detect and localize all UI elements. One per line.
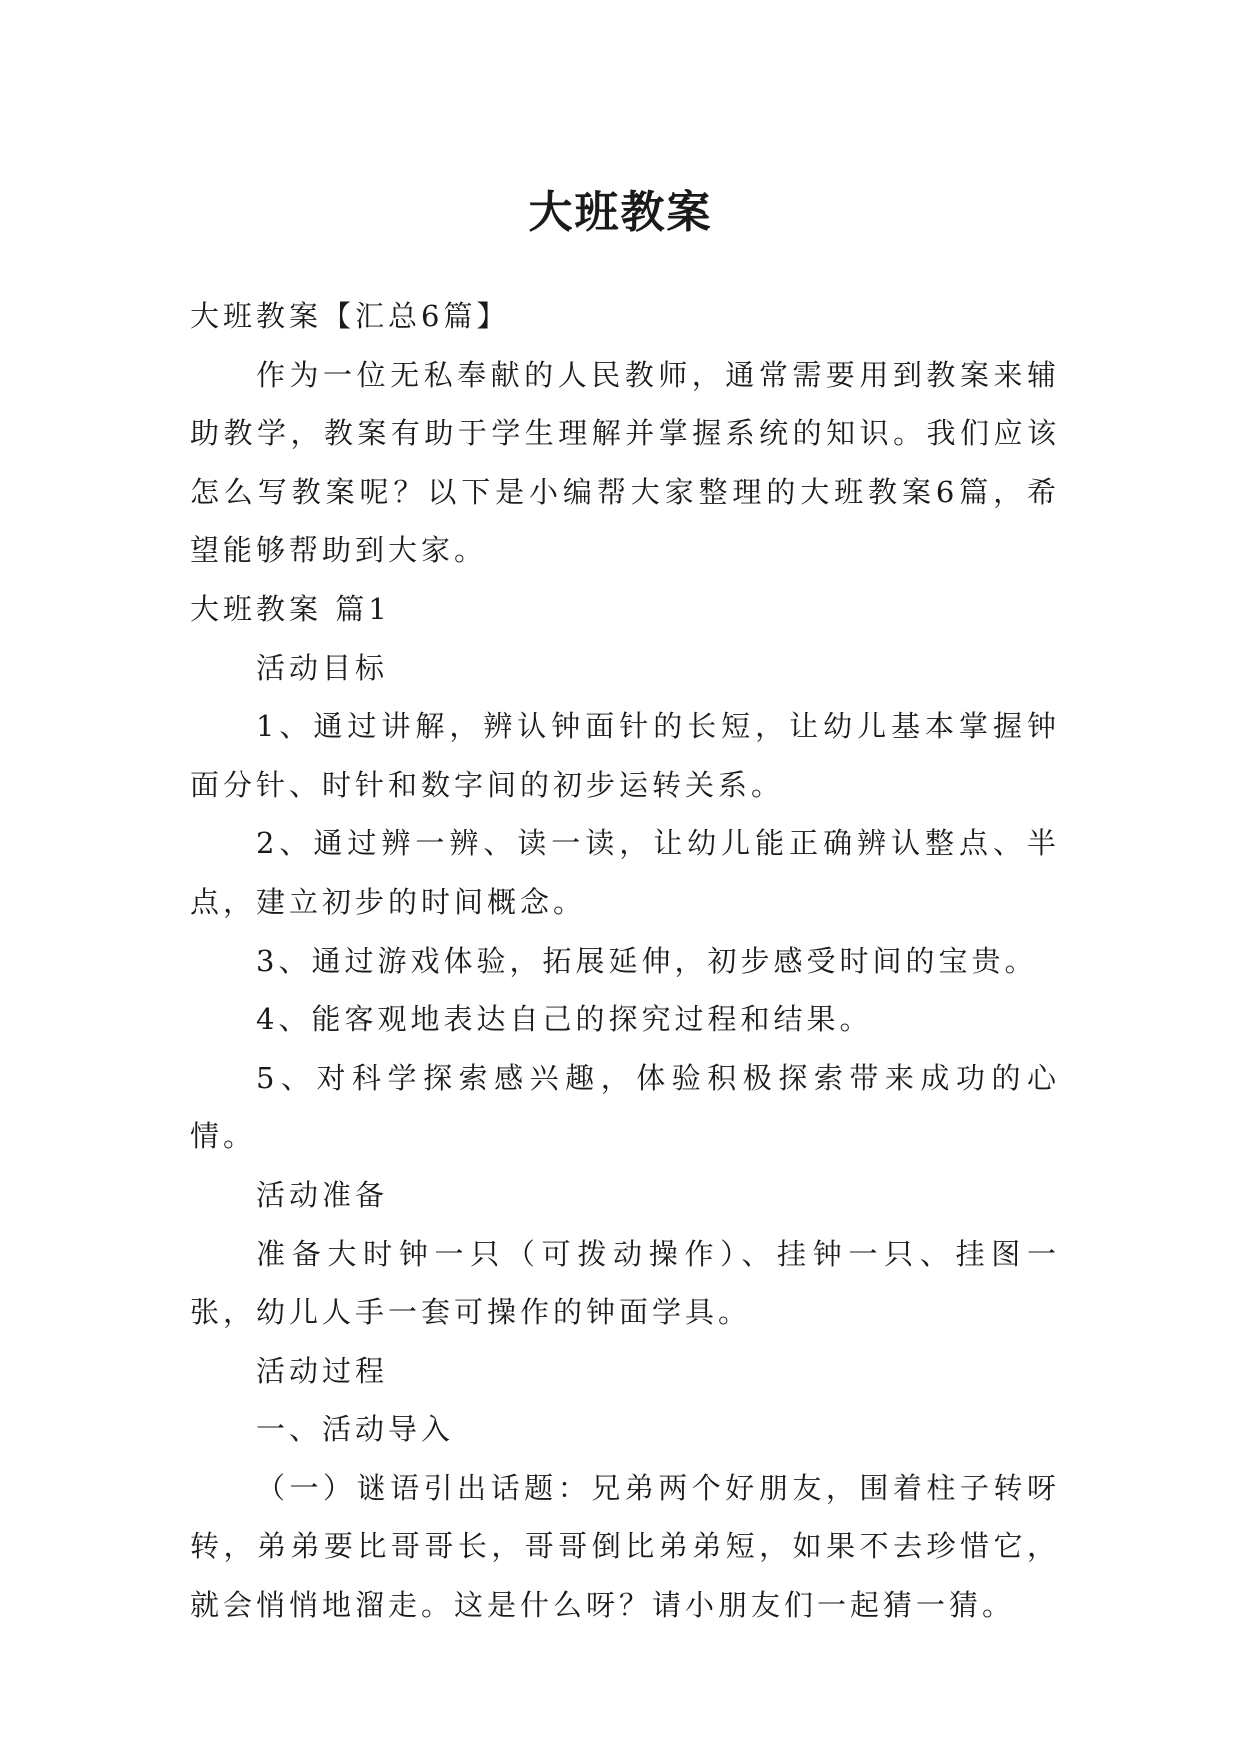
paragraph-intro: 作为一位无私奉献的人民教师，通常需要用到教案来辅助教学，教案有助于学生理解并掌握系统的知识。我们应该怎么写教案呢？以下是小编帮大家整理的大班教案6篇，希望能够帮助到大家。 xyxy=(190,357,1060,568)
document-body xyxy=(190,287,1060,1635)
paragraph-preparation: 准备大时钟一只（可拨动操作）、挂钟一只、挂图一张，幼儿人手一套可操作的钟面学具。 xyxy=(190,1236,1060,1330)
paragraph-subheading-process: 活动过程 xyxy=(256,1353,389,1388)
paragraph-section-heading: 大班教案 篇1 xyxy=(190,591,391,626)
paragraph-subheading-goals: 活动目标 xyxy=(256,650,389,685)
paragraph-riddle: （一）谜语引出话题：兄弟两个好朋友，围着柱子转呀转，弟弟要比哥哥长，哥哥倒比弟弟短，如果不去珍惜它，就会悄悄地溜走。这是什么呀？请小朋友们一起猜一猜。 xyxy=(190,1470,1060,1623)
paragraph-goal-2: 2、通过辨一辨、读一读，让幼儿能正确辨认整点、半点，建立初步的时间概念。 xyxy=(190,826,1060,919)
paragraph-goal-5: 5、对科学探索感兴趣，体验积极探索带来成功的心情。 xyxy=(190,1060,1060,1154)
paragraph-goal-4: 4、能客观地表达自己的探究过程和结果。 xyxy=(256,1002,873,1037)
paragraph-heading-summary: 大班教案【汇总6篇】 xyxy=(190,299,510,333)
paragraph-goal-1: 1、通过讲解，辨认钟面针的长短，让幼儿基本掌握钟面分针、时针和数字间的初步运转关系。 xyxy=(190,709,1060,802)
paragraph-goal-3: 3、通过游戏体验，拓展延伸，初步感受时间的宝贵。 xyxy=(256,943,1038,978)
paragraph-step-1: 一、活动导入 xyxy=(256,1412,455,1447)
document-title: 大班教案 xyxy=(528,187,713,239)
paragraph-subheading-preparation: 活动准备 xyxy=(256,1177,389,1212)
